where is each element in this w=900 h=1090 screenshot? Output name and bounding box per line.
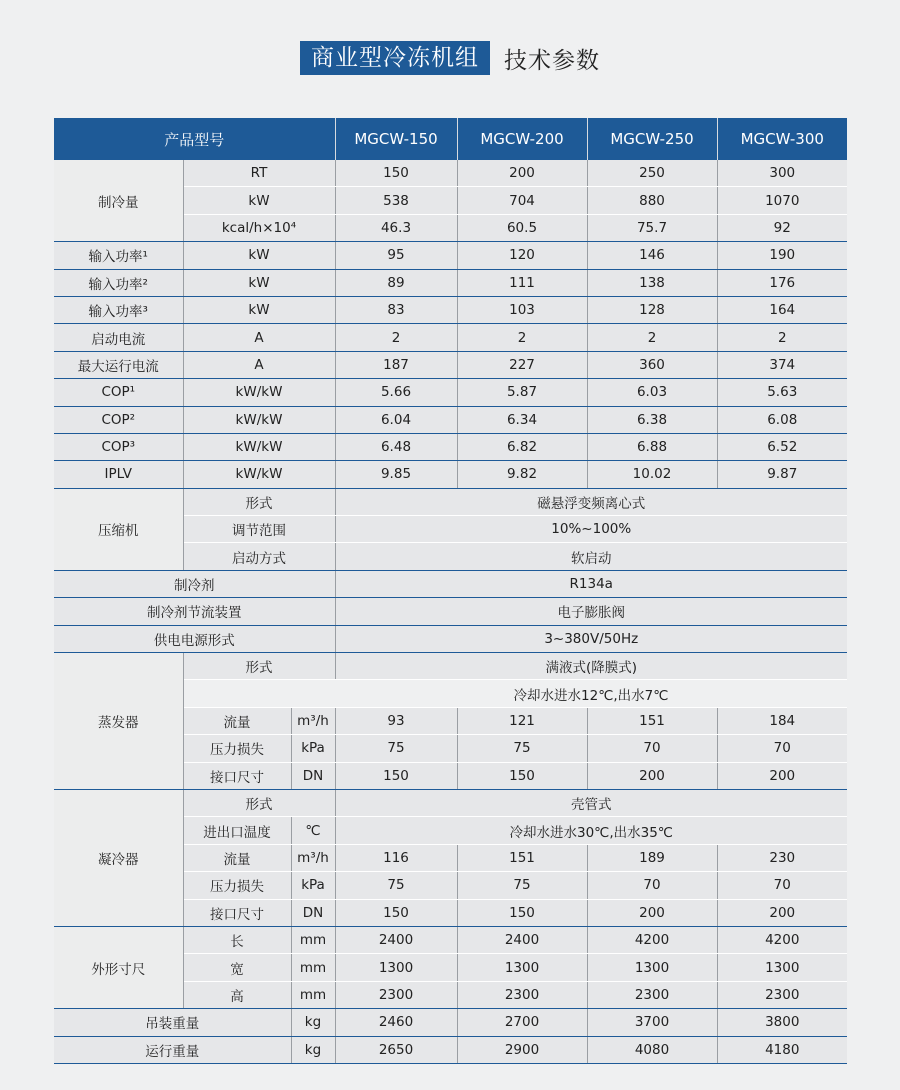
value-cell: 128 <box>587 296 717 323</box>
value-cell: 4200 <box>587 926 717 953</box>
value-cell: 9.87 <box>717 461 847 488</box>
value-cell: 2 <box>587 324 717 351</box>
table-row <box>54 789 847 816</box>
value-cell: 软启动 <box>335 543 847 570</box>
table-row <box>54 625 847 652</box>
value-cell: 6.38 <box>587 406 717 433</box>
value-cell: 2 <box>457 324 587 351</box>
unit-cell: mm <box>291 926 335 953</box>
value-cell: 2300 <box>335 981 457 1008</box>
unit-cell: kW/kW <box>183 433 335 460</box>
row-label: COP³ <box>54 433 183 460</box>
value-cell: 2 <box>717 324 847 351</box>
header-model: MGCW-200 <box>457 118 587 160</box>
row-label: COP¹ <box>54 379 183 406</box>
spec-table <box>54 118 847 1064</box>
value-cell: 6.04 <box>335 406 457 433</box>
value-cell: 6.88 <box>587 433 717 460</box>
value-cell: 1300 <box>457 954 587 981</box>
row-label: 压缩机 <box>54 488 183 570</box>
value-cell: 4180 <box>717 1036 847 1063</box>
value-cell: 95 <box>335 242 457 269</box>
unit-cell: RT <box>183 160 335 187</box>
unit-cell: kW <box>183 269 335 296</box>
header-label: 产品型号 <box>54 118 335 160</box>
header-model: MGCW-250 <box>587 118 717 160</box>
sub-label: 流量 <box>183 844 291 871</box>
row-label: COP² <box>54 406 183 433</box>
table-row <box>54 1036 847 1063</box>
value-cell: 374 <box>717 351 847 378</box>
value-cell: 6.08 <box>717 406 847 433</box>
unit-cell: kcal/h×10⁴ <box>183 214 335 241</box>
value-cell: 151 <box>587 707 717 734</box>
unit-cell: kW/kW <box>183 461 335 488</box>
value-cell: 5.87 <box>457 379 587 406</box>
value-cell: 92 <box>717 214 847 241</box>
value-cell: 200 <box>717 762 847 789</box>
value-cell: 704 <box>457 187 587 214</box>
value-cell: 190 <box>717 242 847 269</box>
value-cell: 164 <box>717 296 847 323</box>
table-row <box>54 160 847 187</box>
value-cell: 75 <box>457 872 587 899</box>
value-cell: 150 <box>335 762 457 789</box>
value-cell: 70 <box>587 735 717 762</box>
table-row <box>54 1009 847 1036</box>
value-cell: 93 <box>335 707 457 734</box>
unit-cell: m³/h <box>291 707 335 734</box>
value-cell: 121 <box>457 707 587 734</box>
row-label: 供电电源形式 <box>54 625 335 652</box>
value-cell: 磁悬浮变频离心式 <box>335 488 847 515</box>
value-cell: 75.7 <box>587 214 717 241</box>
empty-cell <box>183 680 335 707</box>
sub-label: 启动方式 <box>183 543 335 570</box>
page-title <box>0 41 900 75</box>
value-cell: 200 <box>717 899 847 926</box>
value-cell: 2900 <box>457 1036 587 1063</box>
value-cell: 151 <box>457 844 587 871</box>
sub-label: 进出口温度 <box>183 817 291 844</box>
value-cell: 2300 <box>717 981 847 1008</box>
sub-label: 流量 <box>183 707 291 734</box>
value-cell: 83 <box>335 296 457 323</box>
unit-cell: A <box>183 351 335 378</box>
value-cell: 150 <box>457 762 587 789</box>
table-row <box>54 598 847 625</box>
value-cell: 150 <box>335 899 457 926</box>
value-cell: 冷却水进水30℃,出水35℃ <box>335 817 847 844</box>
value-cell: 360 <box>587 351 717 378</box>
value-cell: 2 <box>335 324 457 351</box>
value-cell: 1300 <box>717 954 847 981</box>
value-cell: 150 <box>457 899 587 926</box>
value-cell: 200 <box>587 899 717 926</box>
value-cell: 4080 <box>587 1036 717 1063</box>
value-cell: 184 <box>717 707 847 734</box>
value-cell: 4200 <box>717 926 847 953</box>
value-cell: 116 <box>335 844 457 871</box>
row-label: 启动电流 <box>54 324 183 351</box>
unit-cell: ℃ <box>291 817 335 844</box>
table-row <box>54 926 847 953</box>
table-row <box>54 351 847 378</box>
table-row <box>54 379 847 406</box>
unit-cell: mm <box>291 954 335 981</box>
sub-label: 宽 <box>183 954 291 981</box>
row-label: 凝冷器 <box>54 789 183 926</box>
value-cell: 2650 <box>335 1036 457 1063</box>
value-cell: 2460 <box>335 1009 457 1036</box>
value-cell: 9.85 <box>335 461 457 488</box>
row-label: 外形寸尺 <box>54 926 183 1008</box>
evaporator-condition: 冷却水进水12℃,出水7℃ <box>335 680 847 707</box>
unit-cell: kW <box>183 296 335 323</box>
value-cell: 电子膨胀阀 <box>335 598 847 625</box>
row-label: 制冷量 <box>54 160 183 242</box>
value-cell: 138 <box>587 269 717 296</box>
unit-cell: DN <box>291 762 335 789</box>
value-cell: 3800 <box>717 1009 847 1036</box>
value-cell: 538 <box>335 187 457 214</box>
unit-cell: mm <box>291 981 335 1008</box>
value-cell: 189 <box>587 844 717 871</box>
value-cell: 5.63 <box>717 379 847 406</box>
table-row <box>54 406 847 433</box>
value-cell: 89 <box>335 269 457 296</box>
value-cell: 880 <box>587 187 717 214</box>
value-cell: 200 <box>457 160 587 187</box>
value-cell: 6.82 <box>457 433 587 460</box>
unit-cell: kPa <box>291 872 335 899</box>
unit-cell: DN <box>291 899 335 926</box>
value-cell: 187 <box>335 351 457 378</box>
value-cell: 75 <box>335 735 457 762</box>
table-row <box>54 653 847 680</box>
value-cell: 75 <box>335 872 457 899</box>
unit-cell: kW <box>183 242 335 269</box>
value-cell: 146 <box>587 242 717 269</box>
unit-cell: kPa <box>291 735 335 762</box>
row-label: 运行重量 <box>54 1036 291 1063</box>
value-cell: 103 <box>457 296 587 323</box>
value-cell: 壳管式 <box>335 789 847 816</box>
value-cell: 75 <box>457 735 587 762</box>
header-model: MGCW-300 <box>717 118 847 160</box>
title-main: 商业型冷冻机组 <box>300 41 490 75</box>
sub-label: 接口尺寸 <box>183 899 291 926</box>
value-cell: 1070 <box>717 187 847 214</box>
table-row <box>54 570 847 597</box>
value-cell: 6.48 <box>335 433 457 460</box>
value-cell: 227 <box>457 351 587 378</box>
value-cell: 1300 <box>335 954 457 981</box>
sub-label: 调节范围 <box>183 516 335 543</box>
header-row <box>54 118 847 160</box>
table-row <box>54 269 847 296</box>
value-cell: 120 <box>457 242 587 269</box>
row-label: 输入功率¹ <box>54 242 183 269</box>
value-cell: 300 <box>717 160 847 187</box>
value-cell: 2300 <box>587 981 717 1008</box>
value-cell: 10.02 <box>587 461 717 488</box>
value-cell: 3700 <box>587 1009 717 1036</box>
title-sub: 技术参数 <box>504 47 600 74</box>
value-cell: 111 <box>457 269 587 296</box>
row-label: 输入功率² <box>54 269 183 296</box>
row-label: 制冷剂 <box>54 570 335 597</box>
unit-cell: m³/h <box>291 844 335 871</box>
table-row <box>54 242 847 269</box>
table-row <box>54 488 847 515</box>
value-cell: 6.34 <box>457 406 587 433</box>
sub-label: 形式 <box>183 653 335 680</box>
table-row <box>54 433 847 460</box>
sub-label: 形式 <box>183 789 335 816</box>
row-label: 输入功率³ <box>54 296 183 323</box>
value-cell: 2400 <box>335 926 457 953</box>
unit-cell: kW <box>183 187 335 214</box>
value-cell: 70 <box>717 872 847 899</box>
value-cell: 2700 <box>457 1009 587 1036</box>
unit-cell: kg <box>291 1009 335 1036</box>
sub-label: 接口尺寸 <box>183 762 291 789</box>
value-cell: 6.52 <box>717 433 847 460</box>
value-cell: 2300 <box>457 981 587 1008</box>
value-cell: 10%~100% <box>335 516 847 543</box>
value-cell: 9.82 <box>457 461 587 488</box>
unit-cell: kW/kW <box>183 406 335 433</box>
row-label: 制冷剂节流装置 <box>54 598 335 625</box>
value-cell: 46.3 <box>335 214 457 241</box>
row-label: 吊装重量 <box>54 1009 291 1036</box>
table-row <box>54 296 847 323</box>
value-cell: 250 <box>587 160 717 187</box>
value-cell: 6.03 <box>587 379 717 406</box>
sub-label: 长 <box>183 926 291 953</box>
sub-label: 压力损失 <box>183 872 291 899</box>
header-model: MGCW-150 <box>335 118 457 160</box>
unit-cell: kW/kW <box>183 379 335 406</box>
row-label: 蒸发器 <box>54 653 183 790</box>
row-label: IPLV <box>54 461 183 488</box>
value-cell: 70 <box>717 735 847 762</box>
sub-label: 高 <box>183 981 291 1008</box>
table-row <box>54 461 847 488</box>
sub-label: 压力损失 <box>183 735 291 762</box>
value-cell: 1300 <box>587 954 717 981</box>
value-cell: 满液式(降膜式) <box>335 653 847 680</box>
value-cell: 200 <box>587 762 717 789</box>
value-cell: 150 <box>335 160 457 187</box>
unit-cell: A <box>183 324 335 351</box>
value-cell: 60.5 <box>457 214 587 241</box>
value-cell: 5.66 <box>335 379 457 406</box>
table-row <box>54 324 847 351</box>
value-cell: 176 <box>717 269 847 296</box>
value-cell: 230 <box>717 844 847 871</box>
row-label: 最大运行电流 <box>54 351 183 378</box>
value-cell: 70 <box>587 872 717 899</box>
value-cell: 2400 <box>457 926 587 953</box>
unit-cell: kg <box>291 1036 335 1063</box>
value-cell: 3~380V/50Hz <box>335 625 847 652</box>
value-cell: R134a <box>335 570 847 597</box>
sub-label: 形式 <box>183 488 335 515</box>
